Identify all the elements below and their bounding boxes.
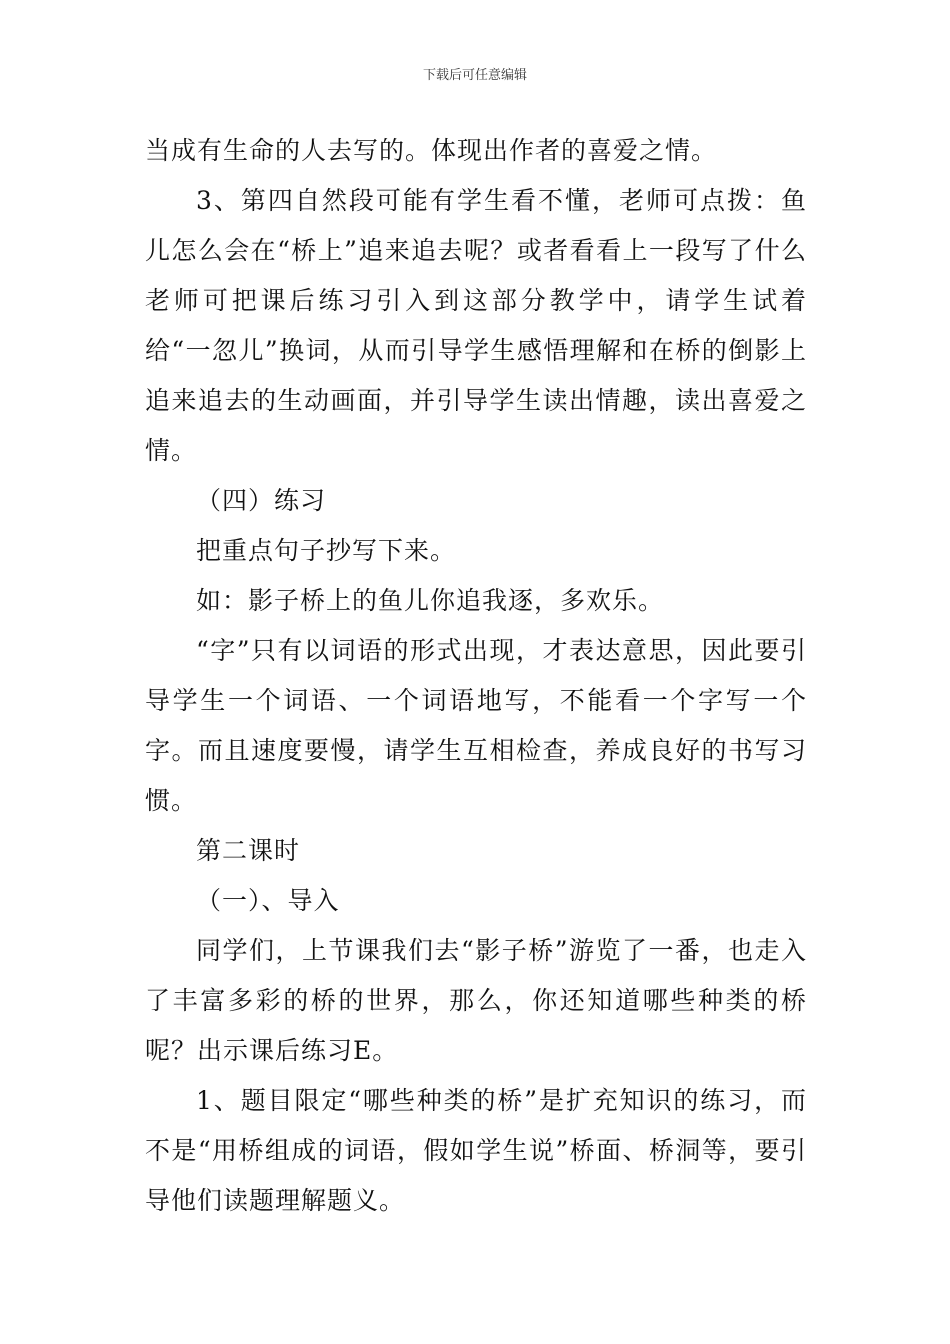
paragraph-6: 1、题目限定“哪些种类的桥”是扩充知识的练习，而不是“用桥组成的词语，假如学生说”桥面、桥洞等，要引导他们读题理解题义。 [145,1086,807,1215]
paragraph-5: 同学们，上节课我们去“影子桥”游览了一番，也走入了丰富多彩的桥的世界，那么，你还知道哪些种类的桥呢？出示课后练习E。 [145,936,807,1065]
section-heading-intro: （一）、导入 [196,886,340,915]
paragraph-2: 3、第四自然段可能有学生看不懂，老师可点拨：鱼儿怎么会在“桥上”追来追去呢？或者看看上一段写了什么老师可把课后练习引入到这部分教学中，请学生试着给“一忽儿”换词，从而引导学生感悟理解和在桥的倒影上追来追去的生动画面，并引导学生读出情趣，读出喜爱之情。 [145,186,807,465]
page-header: 下载后可任意编辑 [422,68,527,83]
paragraph-4: “字”只有以词语的形式出现，才表达意思，因此要引导学生一个词语、一个词语地写，不能看一个字写一个字。而且速度要慢，请学生互相检查，养成良好的书写习惯。 [145,636,807,815]
document-body [145,126,807,1226]
paragraph-3: 把重点句子抄写下来。 [196,536,457,565]
section-heading-second-lesson: 第二课时 [196,836,301,865]
section-heading-practice: （四）练习 [196,486,327,515]
paragraph-example: 如：影子桥上的鱼儿你追我逐，多欢乐。 [196,586,665,615]
paragraph-1: 当成有生命的人去写的。体现出作者的喜爱之情。 [145,136,718,165]
